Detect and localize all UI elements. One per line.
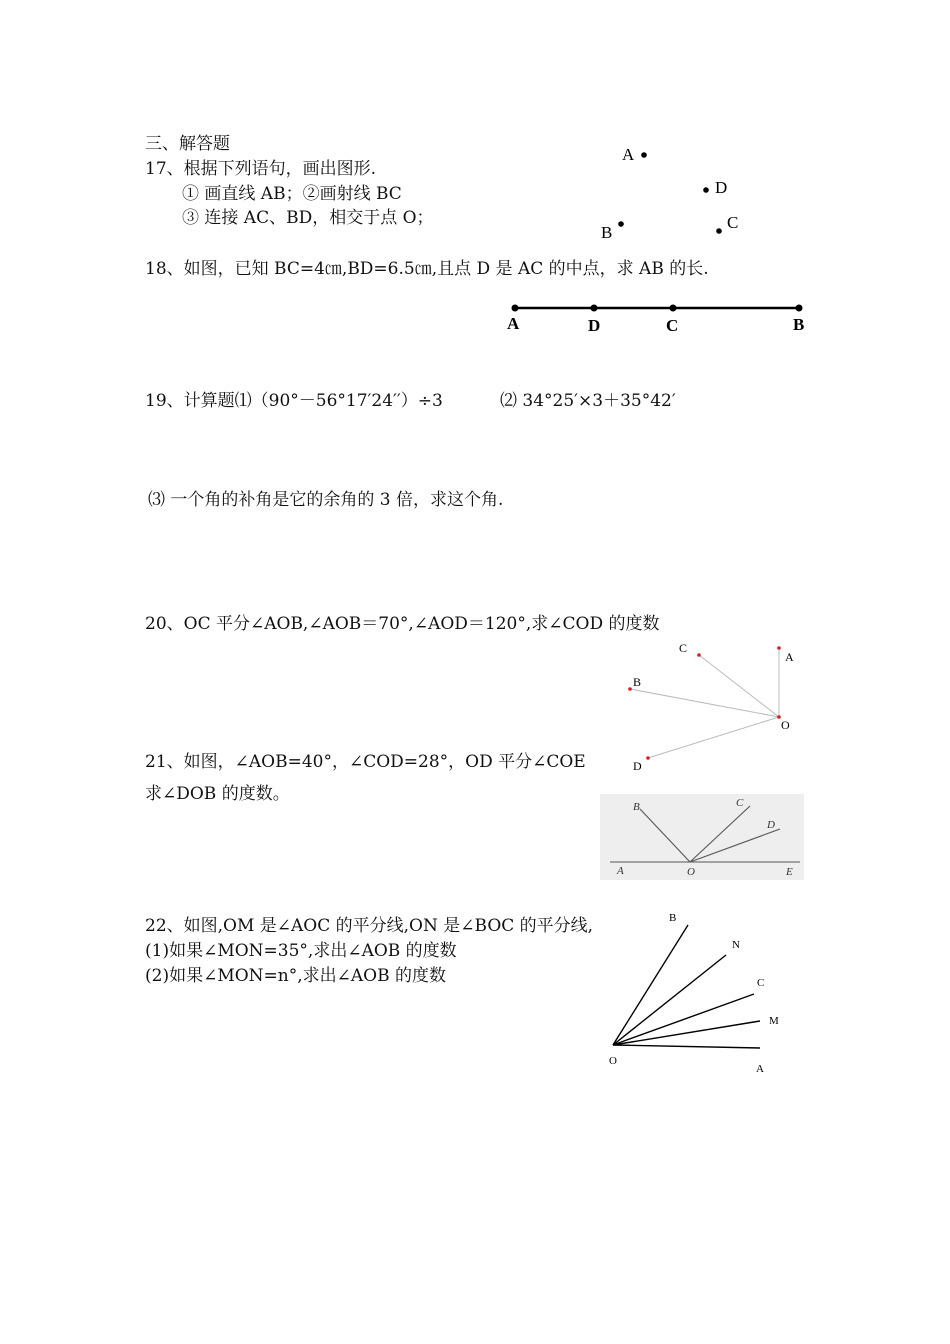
q22-stem: 22、如图,OM 是∠AOC 的平分线,ON 是∠BOC 的平分线, — [145, 916, 594, 936]
point-c-dot — [697, 653, 701, 657]
ray-on — [613, 955, 726, 1045]
point-d-label: D — [767, 819, 775, 831]
q19-part3: ⑶ 一个角的补角是它的余角的 3 倍，求这个角. — [148, 490, 504, 510]
q18-segment-figure — [500, 296, 820, 338]
point-o-label: O — [609, 1055, 617, 1067]
q17-line1: ① 画直线 AB；②画射线 BC — [182, 184, 402, 204]
point-a-label: A — [617, 865, 624, 877]
point-a-label: A — [622, 145, 635, 164]
point-d-dot — [591, 305, 598, 312]
ray-od — [648, 717, 779, 758]
q21-line2: 求∠DOB 的度数。 — [145, 784, 290, 804]
q22-part2: (2)如果∠MON=n°,求出∠AOB 的度数 — [145, 966, 446, 986]
scanned-figure-background — [600, 794, 804, 880]
point-n-label: N — [732, 939, 740, 951]
q21-angle-figure — [600, 794, 804, 880]
point-e-label: E — [786, 866, 793, 878]
q21-line1: 21、如图，∠AOB=40°，∠COD=28°，OD 平分∠COE — [145, 752, 586, 772]
q17-figure — [600, 140, 760, 240]
point-d-dot — [646, 756, 650, 760]
point-c-label: C — [666, 316, 679, 335]
point-b-label: B — [601, 223, 613, 240]
point-a-label: A — [785, 650, 794, 664]
point-b-dot — [628, 687, 632, 691]
point-b-dot — [618, 221, 624, 227]
q22-part1: (1)如果∠MON=35°,求出∠AOB 的度数 — [145, 941, 457, 961]
point-b-label: B — [669, 912, 677, 924]
q22-angle-figure — [600, 905, 800, 1080]
ray-ob — [613, 925, 688, 1045]
point-a-dot — [777, 646, 781, 650]
q18-stem: 18、如图，已知 BC=4㎝,BD=6.5㎝,且点 D 是 AC 的中点，求 AB 的长. — [145, 259, 709, 279]
q19-part1: 19、计算题⑴（90°－56°17′24′′）÷3 — [145, 391, 443, 411]
point-m-label: M — [769, 1015, 779, 1027]
point-o-label: O — [687, 866, 695, 878]
point-c-label: C — [757, 977, 765, 989]
point-c-label: C — [727, 213, 739, 232]
ray-oa — [613, 1045, 760, 1048]
q20-angle-figure — [615, 638, 805, 772]
ray-oc — [699, 655, 779, 717]
point-a-dot — [512, 305, 519, 312]
q20-stem: 20、OC 平分∠AOB,∠AOB＝70°,∠AOD＝120°,求∠COD 的度数 — [145, 614, 660, 634]
point-o-label: O — [781, 718, 790, 732]
point-a-label: A — [507, 314, 520, 333]
point-b-label: B — [633, 801, 640, 813]
q17-stem: 17、根据下列语句，画出图形. — [145, 159, 377, 179]
ray-om — [613, 1021, 760, 1045]
point-d-label: D — [715, 178, 728, 197]
point-d-label: D — [588, 316, 601, 335]
q17-line2: ③ 连接 AC、BD，相交于点 O； — [182, 208, 434, 228]
point-d-label: D — [633, 759, 642, 772]
point-a-label: A — [756, 1063, 764, 1075]
ray-ob — [630, 689, 779, 717]
point-b-label: B — [633, 675, 642, 689]
point-d-dot — [703, 187, 709, 193]
point-c-label: C — [736, 797, 744, 809]
point-b-label: B — [793, 315, 805, 334]
q19-part2: ⑵ 34°25′×3＋35°42′ — [500, 391, 676, 411]
ray-oc — [613, 994, 754, 1045]
point-c-dot — [716, 228, 722, 234]
point-c-dot — [670, 305, 677, 312]
section-title: 三、解答题 — [145, 134, 230, 154]
point-c-label: C — [679, 641, 688, 655]
point-b-dot — [796, 305, 803, 312]
point-a-dot — [641, 152, 647, 158]
